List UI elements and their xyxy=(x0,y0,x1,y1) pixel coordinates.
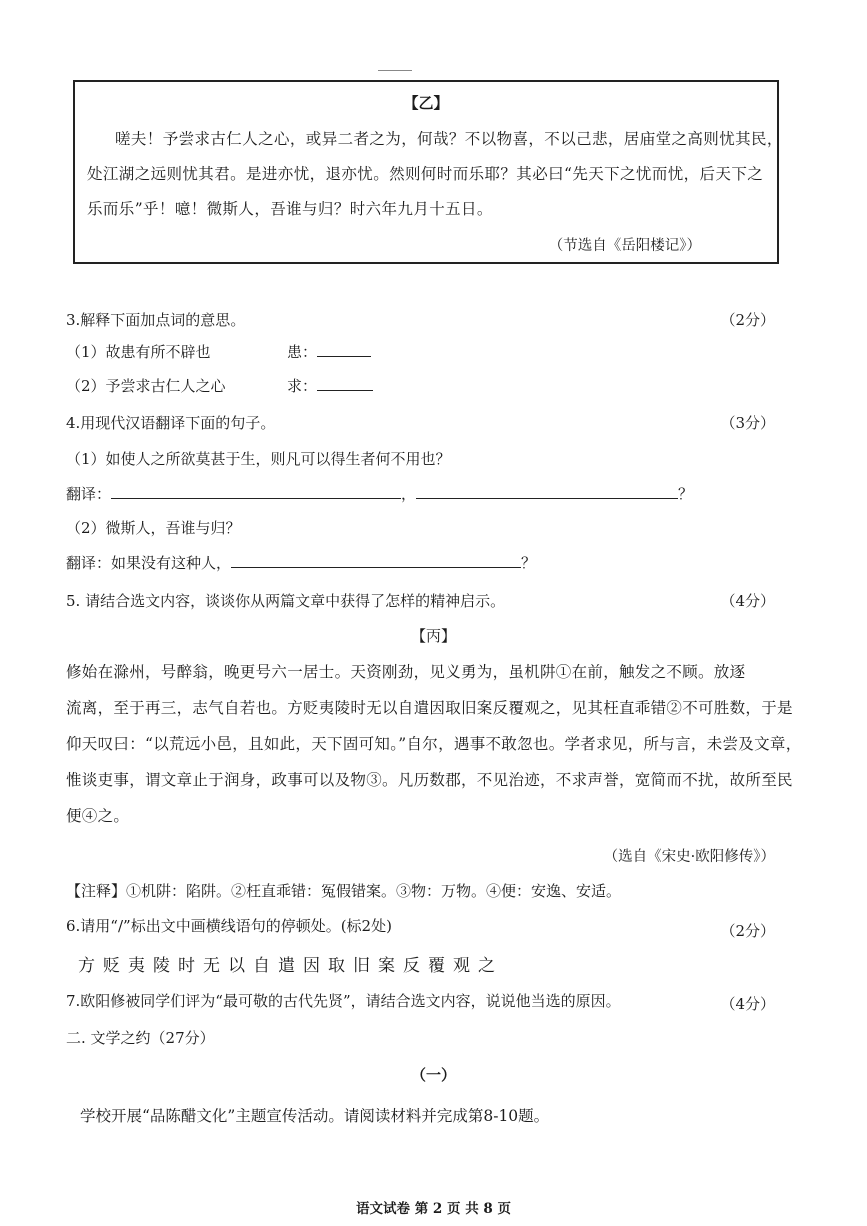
q3-item-2-blank[interactable] xyxy=(317,376,373,391)
part-1-intro: 学校开展“品陈醋文化”主题宣传活动。请阅读材料并完成第8-10题。 xyxy=(80,1107,550,1125)
passage-bing-line: 流离，至于再三，志气自若也。方贬夷陵时无以自遣因取旧案反覆观之，见其枉直乖错②不可胜数，于是 xyxy=(66,699,793,717)
passage-yi-source: （节选自《岳阳楼记》） xyxy=(548,238,701,254)
q4-stem: 4.用现代汉语翻译下面的句子。 xyxy=(66,414,276,432)
q7-points: （4分） xyxy=(720,995,775,1013)
q3-stem: 3.解释下面加点词的意思。 xyxy=(66,311,246,329)
q4-sentence-2: （2）微斯人，吾谁与归？ xyxy=(66,519,241,537)
q3-points: （2分） xyxy=(720,311,775,329)
q3-item-1-blank[interactable] xyxy=(317,342,371,357)
q4-translation-2 xyxy=(66,552,536,573)
passage-bing-line: 便④之。 xyxy=(66,807,130,825)
passage-bing-source: （选自《宋史·欧阳修传》） xyxy=(603,849,775,865)
passage-yi-box xyxy=(73,80,783,264)
q7-stem: 7.欧阳修被同学们评为“最可敬的古代先贤”，请结合选文内容，说说他当选的原因。 xyxy=(66,992,621,1010)
q4-translation-1-label: 翻译： xyxy=(66,485,112,503)
section-2-title: 二. 文学之约（27分） xyxy=(66,1029,215,1047)
top-rule xyxy=(378,70,412,71)
q4-translation-1-comma: ， xyxy=(401,485,417,503)
passage-bing-notes: 【注释】①机阱：陷阱。②枉直乖错：冤假错案。③物：万物。④便：安逸、安适。 xyxy=(66,882,622,900)
q4-translation-1-blank-b[interactable] xyxy=(416,484,678,499)
q5-points: （4分） xyxy=(720,592,775,610)
q3-item-1-label: 患： xyxy=(287,343,318,361)
passage-bing-line: 惟谈吏事，谓文章止于润身，政事可以及物③。凡历数郡，不见治迹，不求声誉，宽简而不扰，故所至民 xyxy=(66,771,793,789)
passage-yi-title: 【乙】 xyxy=(403,94,449,112)
q4-points: （3分） xyxy=(720,414,775,432)
q3-item-1: （1）故患有所不辟也 xyxy=(66,343,211,361)
passage-yi-line: 乐而乐”乎！噫！微斯人，吾谁与归？时六年九月十五日。 xyxy=(87,200,493,218)
q6-stem: 6.请用“/”标出文中画横线语句的停顿处。(标2处) xyxy=(66,917,392,935)
q3-item-1-answer xyxy=(287,341,371,362)
passage-yi-line: 嗟夫！予尝求古仁人之心，或异二者之为，何哉？不以物喜，不以己悲，居庙堂之高则忧其民， xyxy=(115,130,783,148)
q4-translation-1-blank-a[interactable] xyxy=(111,484,401,499)
q4-translation-2-end: ？ xyxy=(521,554,537,572)
q4-translation-2-label: 翻译：如果没有这种人， xyxy=(66,554,232,572)
passage-bing-line: 仰天叹曰：“以荒远小邑，且如此，天下固可知。”自尔，遇事不敢忽也。学者求见，所与言，未尝及文章， xyxy=(66,735,802,753)
page-footer: 语文试卷 第 2 页 共 8 页 xyxy=(356,1201,511,1217)
q4-translation-1 xyxy=(66,483,693,504)
passage-bing-title: 【丙】 xyxy=(410,627,456,645)
passage-bing-line: 修始在滁州，号醉翁，晚更号六一居士。天资刚劲，见义勇为，虽机阱①在前，触发之不顾。放逐 xyxy=(66,663,746,681)
q4-translation-2-blank[interactable] xyxy=(231,553,521,568)
q5-stem: 5. 请结合选文内容，谈谈你从两篇文章中获得了怎样的精神启示。 xyxy=(66,592,506,610)
q6-points: （2分） xyxy=(720,922,775,940)
q3-item-2-label: 求： xyxy=(287,377,318,395)
q3-item-2-answer xyxy=(287,375,373,396)
q4-translation-1-end: ？ xyxy=(678,485,694,503)
q4-sentence-1: （1）如使人之所欲莫甚于生，则凡可以得生者何不用也？ xyxy=(66,450,451,468)
q6-sentence: 方贬夷陵时无以自遣因取旧案反覆观之 xyxy=(78,956,503,976)
passage-yi-line: 处江湖之远则忧其君。是进亦忧，退亦忧。然则何时而乐耶？其必曰“先天下之忧而忧，后天下之 xyxy=(87,165,764,183)
q3-item-2: （2）予尝求古仁人之心 xyxy=(66,377,226,395)
part-1-title: （一） xyxy=(410,1066,456,1084)
